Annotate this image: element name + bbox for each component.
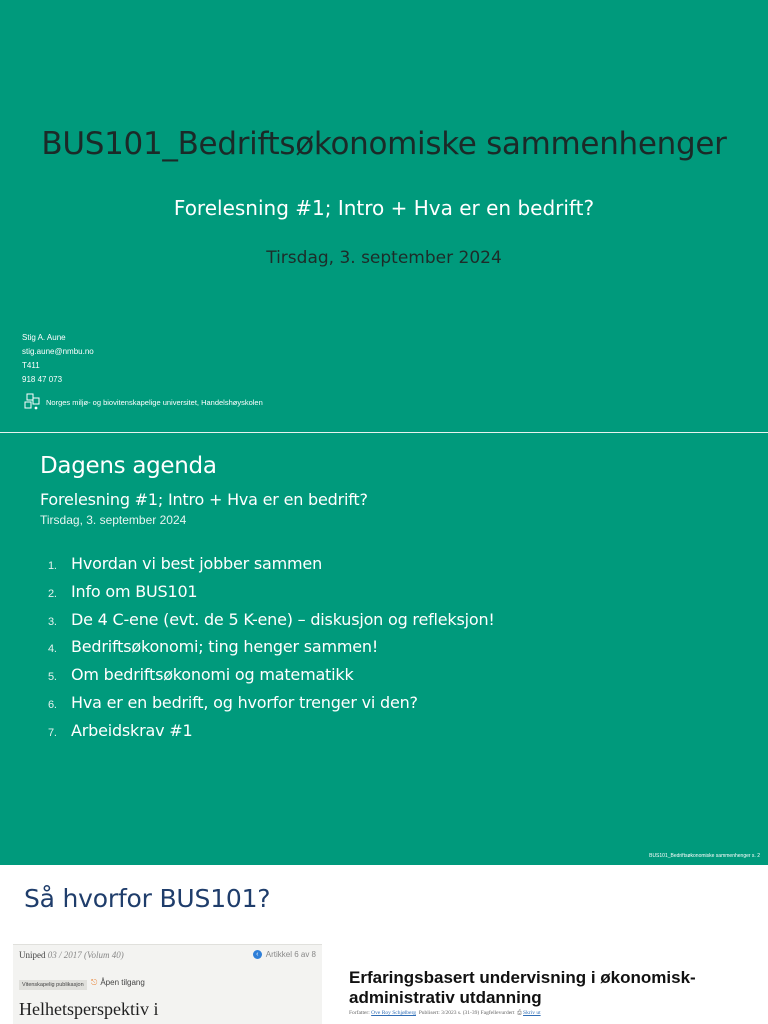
list-number: 4.: [48, 643, 57, 656]
list-number: 3.: [48, 615, 57, 628]
contact-office: T411: [22, 361, 40, 370]
list-number: 2.: [48, 587, 57, 600]
list-item: [48, 610, 495, 638]
lecture-subtitle: Forelesning #1; Intro + Hva er en bedrift?: [173, 196, 595, 220]
article-nav[interactable]: [253, 950, 316, 959]
list-number: 7.: [48, 726, 57, 739]
print-icon[interactable]: ⎙: [517, 1010, 522, 1016]
list-text: Info om BUS101: [71, 581, 198, 601]
list-item: [48, 665, 495, 693]
list-item: [48, 721, 495, 749]
list-text: Om bedriftsøkonomi og matematikk: [71, 665, 354, 685]
list-number: 6.: [48, 698, 57, 711]
agenda-date: Tirsdag, 3. september 2024: [40, 513, 187, 527]
slide-footer: BUS101_Bedriftsøkonomiske sammenhenger s. 2: [649, 853, 760, 859]
why-bus101-slide: [0, 866, 768, 1024]
list-item: [48, 582, 495, 610]
list-item: [48, 637, 495, 665]
unlock-icon: ⎋: [91, 978, 98, 987]
list-item: [48, 554, 495, 582]
publication-tag: Vitenskapelig publikasjon: [19, 980, 87, 990]
list-number: 1.: [48, 560, 57, 572]
nmbu-logo-icon: [22, 393, 42, 411]
author-link[interactable]: Ove Roy Schjølberg: [371, 1010, 416, 1016]
contact-name: Stig A. Aune: [22, 333, 66, 342]
author-label: Forfatter:: [349, 1010, 370, 1016]
uniped-article-screenshot: [13, 944, 322, 1024]
chevron-left-icon[interactable]: ‹: [253, 950, 262, 959]
open-access-label: [91, 978, 145, 988]
institution-name: Norges miljø- og biovitenskapelige universitet, Handelshøyskolen: [46, 398, 263, 407]
list-text: Hva er en bedrift, og hvorfor trenger vi den?: [71, 692, 418, 712]
contact-block: [22, 331, 94, 387]
slide-title: Så hvorfor BUS101?: [24, 884, 271, 913]
article-headline: Helhetsperspektiv i: [19, 999, 159, 1019]
agenda-subtitle: Forelesning #1; Intro + Hva er en bedrift?: [40, 490, 368, 509]
article-counter: Artikkel 6 av 8: [265, 950, 316, 959]
agenda-slide: [0, 433, 768, 865]
list-text: Arbeidskrav #1: [71, 720, 193, 740]
journal-name: [19, 950, 124, 960]
list-item: [48, 693, 495, 721]
lecture-date: Tirsdag, 3. september 2024: [266, 248, 502, 268]
list-text: De 4 C-ene (evt. de 5 K-ene) – diskusjon og refleksjon!: [71, 609, 495, 629]
contact-email: stig.aune@nmbu.no: [22, 347, 94, 356]
open-access-text: Åpen tilgang: [100, 978, 145, 987]
publish-info: Publisert: 3/2023 s. (31-39) Fagfellevurdert: [418, 1010, 515, 1016]
title-slide: [0, 0, 768, 432]
contact-phone: 918 47 073: [22, 375, 63, 384]
list-text: Bedriftsøkonomi; ting henger sammen!: [71, 637, 379, 657]
list-number: 5.: [48, 671, 57, 684]
list-text: Hvordan vi best jobber sammen: [71, 554, 323, 573]
article-meta: [349, 1010, 541, 1017]
course-title: BUS101_Bedriftsøkonomiske sammenhenger: [41, 126, 727, 162]
agenda-list: [48, 554, 495, 749]
right-article-title: Erfaringsbasert undervisning i økonomisk-administrativ utdanning: [349, 968, 696, 1007]
journal-title: Uniped: [19, 950, 46, 960]
journal-issue: 03 / 2017 (Volum 40): [47, 950, 124, 960]
agenda-title: Dagens agenda: [40, 453, 217, 479]
print-link[interactable]: Skriv ut: [523, 1010, 541, 1016]
